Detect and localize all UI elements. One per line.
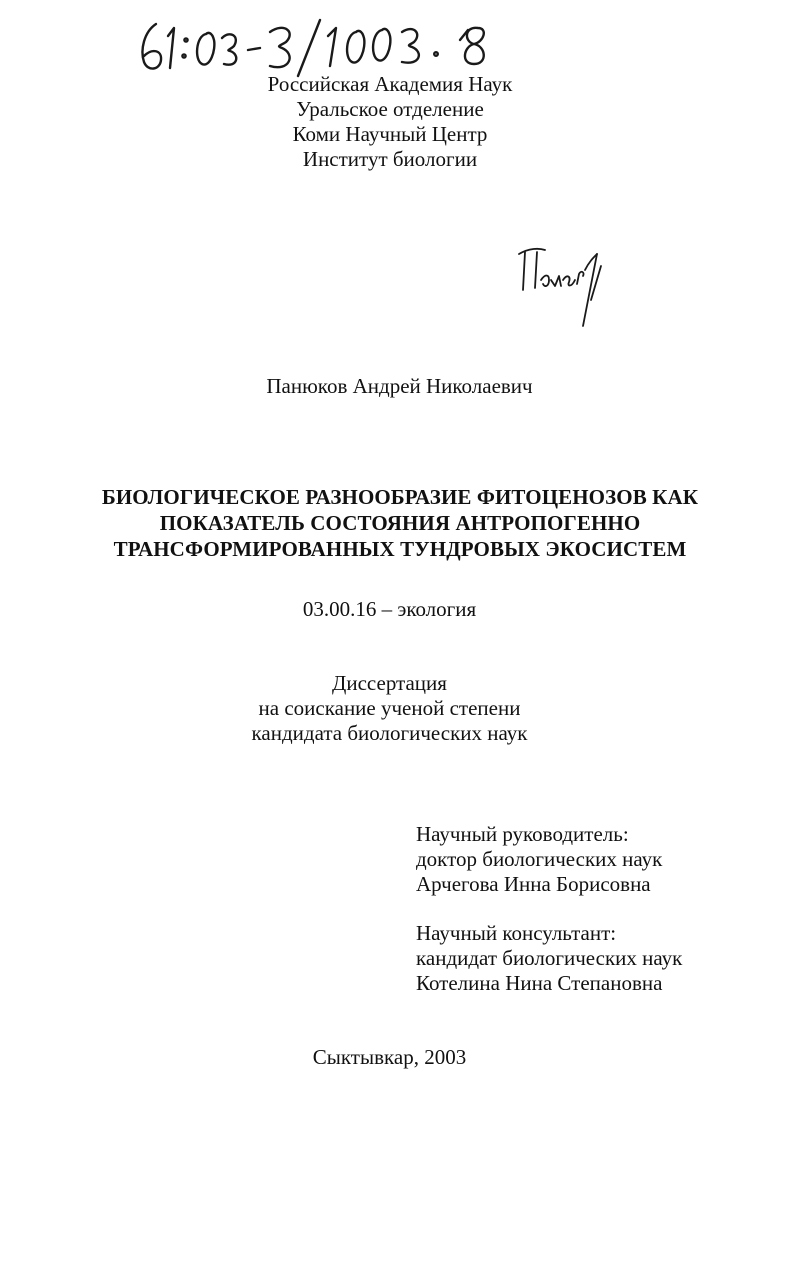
city-and-year: Сыктывкар, 2003 [312,1045,467,1069]
advisor-name: Арчегова Инна Борисовна [416,872,651,896]
handwritten-archive-code-drawing [130,10,510,80]
title-line-3: ТРАНСФОРМИРОВАННЫХ ТУНДРОВЫХ ЭКОСИСТЕМ [113,537,687,561]
degree-line-2: на соискание ученой степени [258,696,521,720]
title-line-2: ПОКАЗАТЕЛЬ СОСТОЯНИЯ АНТРОПОГЕННО [159,511,641,535]
advisor-label: Научный руководитель: [416,822,629,846]
title-line-1: БИОЛОГИЧЕСКОЕ РАЗНООБРАЗИЕ ФИТОЦЕНОЗОВ КАК [101,485,699,509]
signature-drawing [515,240,610,330]
advisor-degree: доктор биологических наук [416,847,663,871]
degree-statement [0,671,779,746]
consultant-label: Научный консультант: [416,921,617,945]
organization-academy: Российская Академия Наук [267,72,513,96]
scientific-consultant [416,921,682,996]
degree-line-1: Диссертация [332,671,447,695]
specialty-code: 03.00.16 – экология [302,597,477,621]
degree-line-3: кандидата биологических наук [251,721,528,745]
handwritten-signature [515,240,610,330]
scientific-advisor [416,822,662,897]
organization-institute: Институт биологии [302,147,478,171]
consultant-name: Котелина Нина Степановна [416,971,663,995]
organization-branch: Уральское отделение [296,97,484,121]
organization-block [230,72,550,172]
organization-center: Коми Научный Центр [292,122,488,146]
consultant-degree: кандидат биологических наук [416,946,683,970]
handwritten-archive-code [130,10,510,80]
author-name: Панюков Андрей Николаевич [266,374,533,398]
dissertation-title [40,484,760,562]
